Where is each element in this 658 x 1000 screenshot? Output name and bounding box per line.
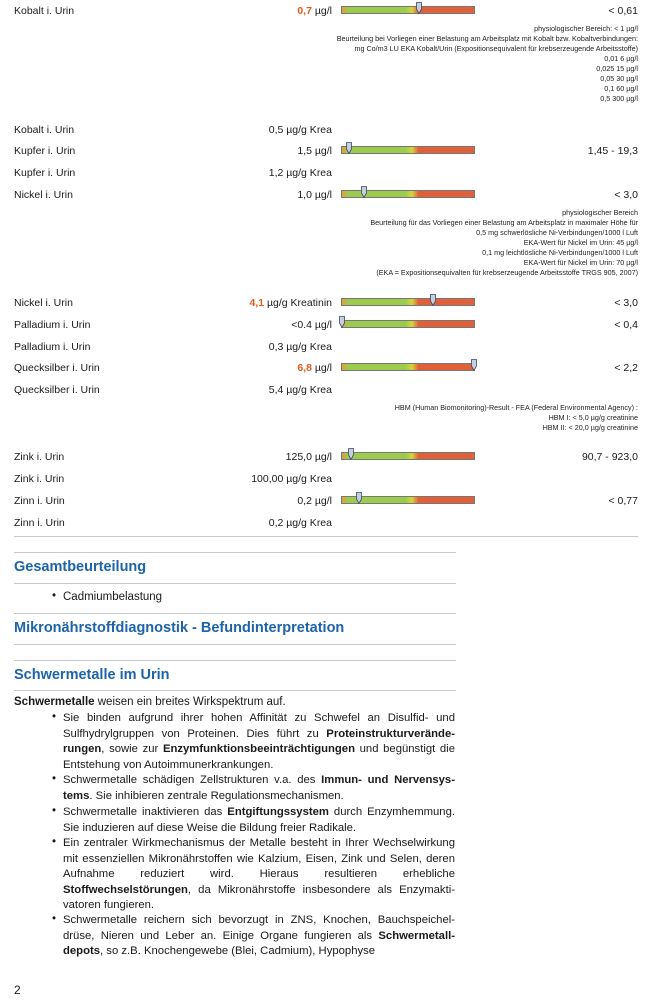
note-line: 0,5 300 µg/l [600, 94, 638, 103]
result-value: 1,5 µg/l [297, 145, 332, 157]
result-row [14, 341, 638, 357]
bullet-paragraph: Ein zentraler Wirkmechanismus der Metalle besteht in Ihrer Wechselwirkung mit essenziellen Mikronährstoffen wie Kalzium, Eisen, Zink und Selen, deren Aufnahme reduziert wird. Hieraus resultieren erhebliche Stoffwechselstörungen, da Mikronährstoffe insbesondere als Enzymaktivatoren fungieren. [63, 837, 455, 912]
range-bar [341, 190, 475, 198]
range-marker [346, 142, 352, 154]
note-line: 0,05 30 µg/l [600, 74, 638, 83]
result-value: 0,7 µg/l [297, 5, 332, 17]
reference-range: < 0,4 [614, 319, 638, 331]
result-value: 4,1 µg/g Kreatinin [249, 297, 332, 309]
result-value: 6,8 µg/l [297, 362, 332, 374]
result-row [14, 167, 638, 183]
bullet-marker: • [52, 836, 57, 848]
result-value: 0,2 µg/l [297, 495, 332, 507]
nickel-reference-note [370, 208, 638, 278]
result-row [14, 384, 638, 400]
intro-paragraph: Schwermetalle weisen ein breites Wirkspektrum auf. [14, 696, 286, 708]
note-line: EKA-Wert für Nickel im Urin: 70 µg/l [523, 258, 638, 267]
result-value: 125,0 µg/l [285, 451, 332, 463]
result-row [14, 145, 638, 161]
result-row [14, 319, 638, 335]
parameter-name: Zink i. Urin [14, 451, 65, 463]
result-value: 1,2 µg/g Krea [268, 167, 332, 179]
result-row [14, 297, 638, 313]
range-marker [471, 359, 477, 371]
result-row [14, 189, 638, 205]
parameter-name: Zinn i. Urin [14, 495, 65, 507]
result-value: <0.4 µg/l [291, 319, 332, 331]
section-divider [14, 644, 456, 645]
reference-range: < 0,77 [608, 495, 638, 507]
bullet-marker: • [52, 805, 57, 817]
note-line: 0,1 60 µg/l [604, 84, 638, 93]
note-line: EKA-Wert für Nickel im Urin: 45 µg/l [523, 238, 638, 247]
range-marker [339, 316, 345, 328]
note-line: (EKA = Expositionsequivalten für krebserzeugende Arbeitsstoffe TRGS 905, 2007) [376, 268, 638, 277]
parameter-name: Kobalt i. Urin [14, 124, 75, 136]
range-marker [356, 492, 362, 504]
reference-range: < 2,2 [614, 362, 638, 374]
result-row [14, 124, 638, 140]
reference-range: < 3,0 [614, 189, 638, 201]
note-line: 0,01 6 µg/l [604, 54, 638, 63]
result-row [14, 517, 638, 533]
range-marker [430, 294, 436, 306]
range-bar [341, 320, 475, 328]
range-bar [341, 496, 475, 504]
note-line: physiologischer Bereich: < 1 µg/l [534, 24, 638, 33]
result-row [14, 5, 638, 21]
result-row [14, 362, 638, 378]
section-divider [14, 690, 456, 691]
reference-range: 1,45 - 19,3 [587, 145, 638, 157]
note-line: HBM II: < 20,0 µg/g creatinine [542, 423, 638, 432]
parameter-name: Nickel i. Urin [14, 189, 73, 201]
result-row [14, 451, 638, 467]
bullet-marker: • [52, 913, 57, 925]
reference-range: < 0,61 [608, 5, 638, 17]
parameter-name: Zinn i. Urin [14, 517, 65, 529]
note-line: 0,5 mg schwerlösliche Ni-Verbindungen/1000 l Luft [476, 228, 638, 237]
bullet-marker: • [52, 773, 57, 785]
parameter-name: Palladium i. Urin [14, 341, 91, 353]
page-number: 2 [14, 983, 21, 997]
note-line: 0,025 15 µg/l [596, 64, 638, 73]
section-divider [14, 583, 456, 584]
result-value: 100,00 µg/g Krea [251, 473, 332, 485]
section-divider [14, 552, 456, 553]
mikronaehrstoff-heading: Mikronährstoffdiagnostik - Befundinterpretation [14, 620, 345, 636]
note-line: HBM (Human Biomonitoring)-Result - FEA (Federal Environmental Agency) : [394, 403, 638, 412]
section-divider [14, 660, 456, 661]
bullet-marker: • [52, 590, 57, 602]
section-divider [14, 613, 456, 614]
quecksilber-reference-note [395, 403, 638, 433]
result-row [14, 495, 638, 511]
kobalt-reference-note [337, 24, 638, 104]
note-line: Beurteilung bei Vorliegen einer Belastung am Arbeitsplatz mit Kobalt bzw. Kobaltverbindungen: [336, 34, 638, 43]
parameter-name: Kobalt i. Urin [14, 5, 75, 17]
bullet-paragraph: Schwermetalle reichern sich bevorzugt in ZNS, Knochen, Bauchspeicheldrüse, Nieren und Leber an. Einige Organe fungieren als Schwermetalldepots, so z.B. Knochengewebe (Blei, Cadmium), Hypophyse [63, 914, 455, 958]
bullet-marker: • [52, 711, 57, 723]
range-marker [348, 448, 354, 460]
note-line: mg Co/m3 LU EKA Kobalt/Urin (Expositionsequivalent für krebserzeugende Arbeitsstoffe) [354, 44, 638, 53]
bullet-paragraph: Schwermetalle schädigen Zellstrukturen v.a. des Immun- und Nervensystems. Sie inhibieren zentrale Regulationsmechanismen. [63, 774, 455, 802]
range-marker [361, 186, 367, 198]
gesamtbeurteilung-heading: Gesamtbeurteilung [14, 559, 147, 575]
range-bar [341, 6, 475, 14]
range-bar [341, 452, 475, 460]
reference-range: < 3,0 [614, 297, 638, 309]
range-bar [341, 363, 475, 371]
result-value: 0,5 µg/g Krea [268, 124, 332, 136]
range-bar [341, 298, 475, 306]
result-value: 5,4 µg/g Krea [268, 384, 332, 396]
range-bar [341, 146, 475, 154]
result-row [14, 473, 638, 489]
bullet-paragraph: Schwermetalle inaktivieren das Entgiftungssystem durch Enzymhemmung. Sie induzieren auf diese Weise die Bildung freier Radikale. [63, 806, 456, 834]
parameter-name: Kupfer i. Urin [14, 145, 76, 157]
note-line: Beurteilung für das Vorliegen einer Belastung am Arbeitsplatz in maximaler Höhe für [370, 218, 638, 227]
result-value: 0,3 µg/g Krea [268, 341, 332, 353]
note-line: 0,1 mg leichtlösliche Ni-Verbindungen/1000 l Luft [482, 248, 638, 257]
schwermetalle-heading: Schwermetalle im Urin [14, 667, 170, 683]
gesamtbeurteilung-item: Cadmiumbelastung [63, 591, 163, 603]
range-marker [416, 2, 422, 14]
parameter-name: Quecksilber i. Urin [14, 384, 100, 396]
result-value: 0,2 µg/g Krea [268, 517, 332, 529]
table-end-divider [14, 536, 638, 537]
parameter-name: Palladium i. Urin [14, 319, 91, 331]
parameter-name: Kupfer i. Urin [14, 167, 76, 179]
parameter-name: Quecksilber i. Urin [14, 362, 100, 374]
reference-range: 90,7 - 923,0 [581, 451, 638, 463]
note-line: physiologischer Bereich [562, 208, 638, 217]
parameter-name: Zink i. Urin [14, 473, 65, 485]
result-value: 1,0 µg/l [297, 189, 332, 201]
parameter-name: Nickel i. Urin [14, 297, 73, 309]
bullet-paragraph: Sie binden aufgrund ihrer hohen Affinität zu Schwefel an Disulfid- und Sulfhydrylgruppen von Proteinen. Dies führt zu Proteinstrukturveränderungen, sowie zur Enzymfunktionsbeeinträchtigungen und begünstigt die Entstehung von Autoimmunerkrankungen. [63, 712, 455, 771]
note-line: HBM I: < 5,0 µg/g creatinine [548, 413, 638, 422]
